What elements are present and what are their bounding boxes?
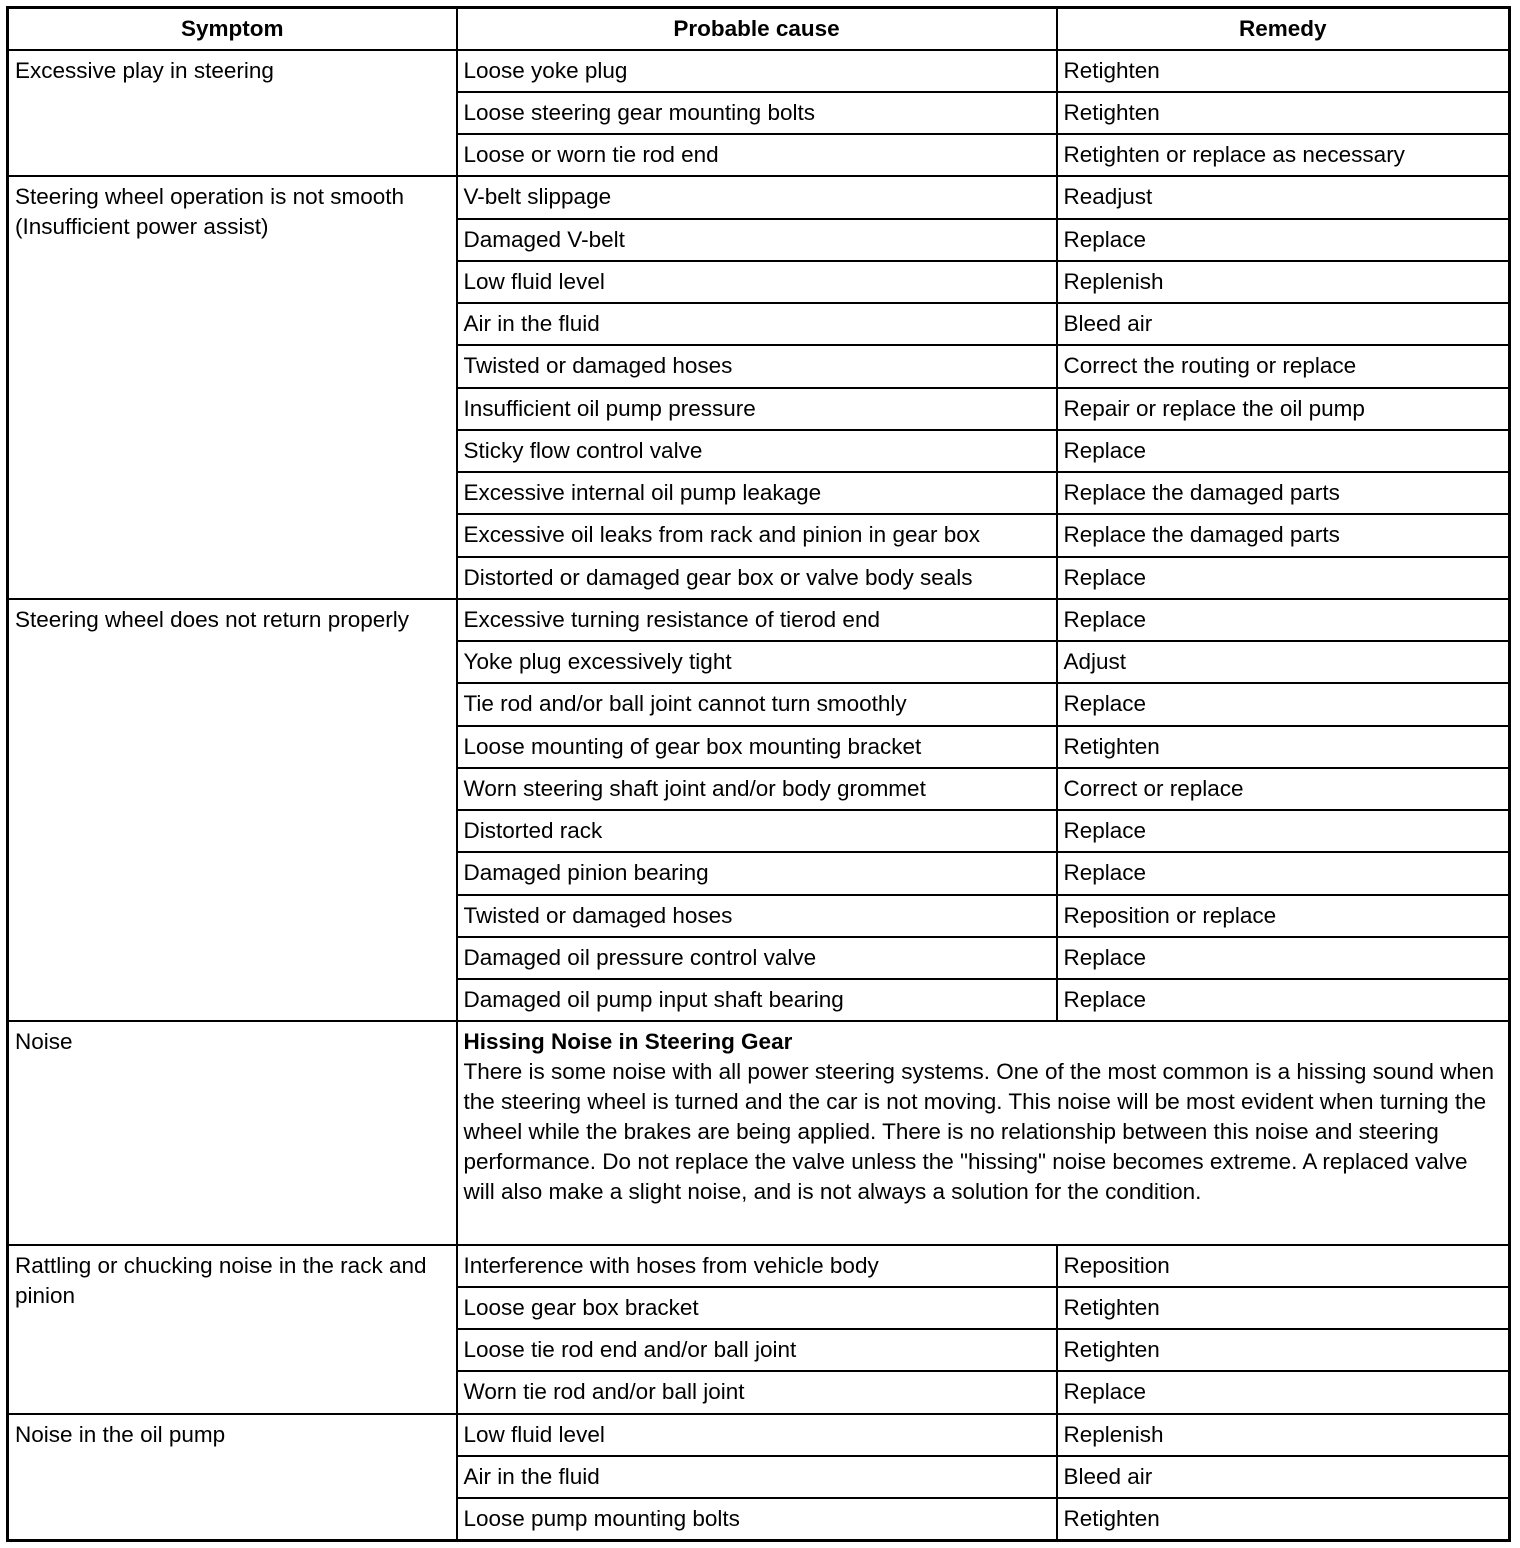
symptom-header: Symptom (8, 8, 457, 50)
cause-cell: Damaged oil pump input shaft bearing (457, 979, 1057, 1021)
remedy-cell: Replace (1057, 219, 1510, 261)
cause-cell: Tie rod and/or ball joint cannot turn smoothly (457, 683, 1057, 725)
cause-cell: Worn tie rod and/or ball joint (457, 1371, 1057, 1413)
header-row (8, 8, 1510, 50)
cause-cell: V-belt slippage (457, 176, 1057, 218)
remedy-cell: Repair or replace the oil pump (1057, 388, 1510, 430)
remedy-cell: Bleed air (1057, 303, 1510, 345)
note-heading: Hissing Noise in Steering Gear (463, 1029, 793, 1055)
cause-cell: Damaged pinion bearing (457, 852, 1057, 894)
cause-cell: Insufficient oil pump pressure (457, 388, 1057, 430)
remedy-cell: Retighten (1057, 1329, 1510, 1371)
remedy-cell: Retighten (1057, 1498, 1510, 1540)
table-body (8, 50, 1510, 1541)
remedy-cell: Replace (1057, 1371, 1510, 1413)
cause-cell: Interference with hoses from vehicle body (457, 1245, 1057, 1287)
symptom-cell: Rattling or chucking noise in the rack and pinion (8, 1245, 457, 1414)
remedy-cell: Retighten (1057, 50, 1510, 92)
cause-cell: Distorted rack (457, 810, 1057, 852)
table-row (8, 176, 1510, 218)
remedy-cell: Replace (1057, 852, 1510, 894)
remedy-cell: Bleed air (1057, 1456, 1510, 1498)
cause-cell: Loose yoke plug (457, 50, 1057, 92)
remedy-cell: Replace (1057, 683, 1510, 725)
table-row (8, 50, 1510, 92)
cause-cell: Worn steering shaft joint and/or body grommet (457, 768, 1057, 810)
cause-cell: Excessive oil leaks from rack and pinion in gear box (457, 514, 1057, 556)
remedy-cell: Reposition (1057, 1245, 1510, 1287)
cause-cell: Sticky flow control valve (457, 430, 1057, 472)
remedy-cell: Replace (1057, 810, 1510, 852)
remedy-cell: Replenish (1057, 1414, 1510, 1456)
remedy-cell: Replace (1057, 937, 1510, 979)
cause-cell: Twisted or damaged hoses (457, 895, 1057, 937)
remedy-cell: Adjust (1057, 641, 1510, 683)
remedy-cell: Replace (1057, 557, 1510, 599)
remedy-cell: Replace (1057, 979, 1510, 1021)
table-row (8, 1021, 1510, 1244)
troubleshooting-table (6, 6, 1511, 1542)
table-row (8, 599, 1510, 641)
cause-header: Probable cause (457, 8, 1057, 50)
symptom-cell: Excessive play in steering (8, 50, 457, 177)
cause-cell: Loose tie rod end and/or ball joint (457, 1329, 1057, 1371)
table-row (8, 1245, 1510, 1287)
cause-cell: Low fluid level (457, 261, 1057, 303)
remedy-cell: Correct the routing or replace (1057, 345, 1510, 387)
cause-cell: Loose pump mounting bolts (457, 1498, 1057, 1540)
cause-cell: Loose mounting of gear box mounting bracket (457, 726, 1057, 768)
remedy-cell: Retighten (1057, 1287, 1510, 1329)
cause-cell: Damaged V-belt (457, 219, 1057, 261)
remedy-header: Remedy (1057, 8, 1510, 50)
note-body: There is some noise with all power steering systems. One of the most common is a hissing sound when the steering wheel is turned and the car is not moving. This noise will be most evident when turning the wheel while the brakes are being applied. There is no relationship between this noise and steering performance. Do not replace the valve unless the "hissing" noise becomes extreme. A replaced valve will also make a slight noise, and is not always a solution for the condition. (463, 1059, 1494, 1205)
cause-cell: Loose steering gear mounting bolts (457, 92, 1057, 134)
remedy-cell: Replace (1057, 430, 1510, 472)
cause-cell: Excessive internal oil pump leakage (457, 472, 1057, 514)
remedy-cell: Retighten (1057, 726, 1510, 768)
remedy-cell: Readjust (1057, 176, 1510, 218)
symptom-cell: Noise in the oil pump (8, 1414, 457, 1541)
cause-cell: Loose gear box bracket (457, 1287, 1057, 1329)
remedy-cell: Replenish (1057, 261, 1510, 303)
remedy-cell: Reposition or replace (1057, 895, 1510, 937)
cause-cell: Yoke plug excessively tight (457, 641, 1057, 683)
remedy-cell: Retighten (1057, 92, 1510, 134)
cause-cell: Excessive turning resistance of tierod end (457, 599, 1057, 641)
cause-cell: Air in the fluid (457, 303, 1057, 345)
table-row (8, 1414, 1510, 1456)
cause-cell: Twisted or damaged hoses (457, 345, 1057, 387)
cause-cell: Damaged oil pressure control valve (457, 937, 1057, 979)
remedy-cell: Replace the damaged parts (1057, 472, 1510, 514)
symptom-cell: Noise (8, 1021, 457, 1244)
remedy-cell: Correct or replace (1057, 768, 1510, 810)
cause-cell: Air in the fluid (457, 1456, 1057, 1498)
remedy-cell: Retighten or replace as necessary (1057, 134, 1510, 176)
cause-cell: Low fluid level (457, 1414, 1057, 1456)
note-cell (457, 1021, 1510, 1244)
symptom-cell: Steering wheel does not return properly (8, 599, 457, 1022)
remedy-cell: Replace (1057, 599, 1510, 641)
remedy-cell: Replace the damaged parts (1057, 514, 1510, 556)
cause-cell: Distorted or damaged gear box or valve body seals (457, 557, 1057, 599)
cause-cell: Loose or worn tie rod end (457, 134, 1057, 176)
symptom-cell: Steering wheel operation is not smooth (Insufficient power assist) (8, 176, 457, 599)
